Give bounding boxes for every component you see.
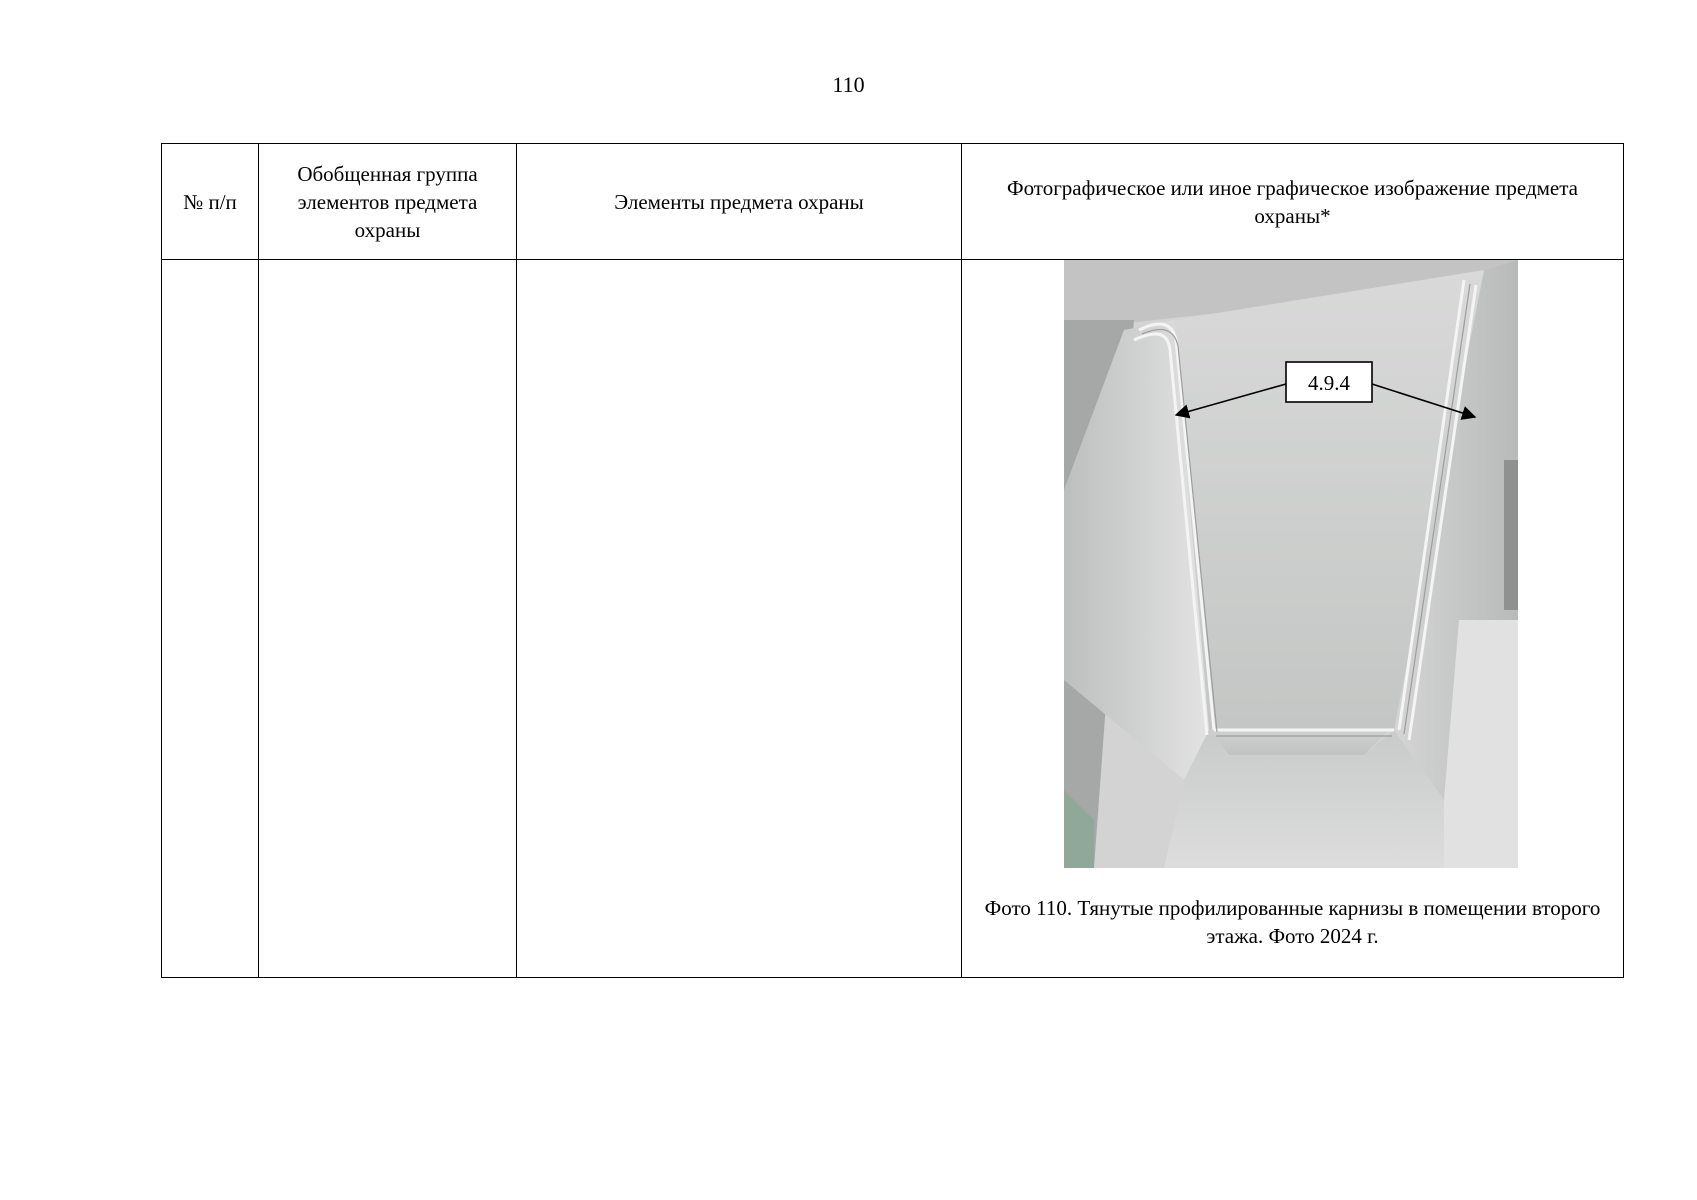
- photo-caption: Фото 110. Тянутые профилированные карнизы в помещении второго этажа. Фото 2024 г.: [984, 896, 1601, 948]
- page-number: 110: [832, 72, 865, 97]
- cell-num: [162, 260, 259, 978]
- cell-photo: [962, 260, 1624, 978]
- header-elements: Элементы предмета охраны: [517, 144, 962, 260]
- table-row: [162, 260, 1624, 978]
- header-group: Обобщенная группа элементов предмета охраны: [259, 144, 517, 260]
- table-header-row: [162, 144, 1624, 260]
- header-num: № п/п: [162, 144, 259, 260]
- protection-subject-table: [161, 143, 1624, 978]
- cell-elements: [517, 260, 962, 978]
- cell-group: [259, 260, 517, 978]
- cornice-photo: [1064, 260, 1518, 868]
- callout-label: 4.9.4: [1308, 371, 1350, 395]
- header-image: Фотографическое или иное графическое изображение предмета охраны*: [962, 144, 1624, 260]
